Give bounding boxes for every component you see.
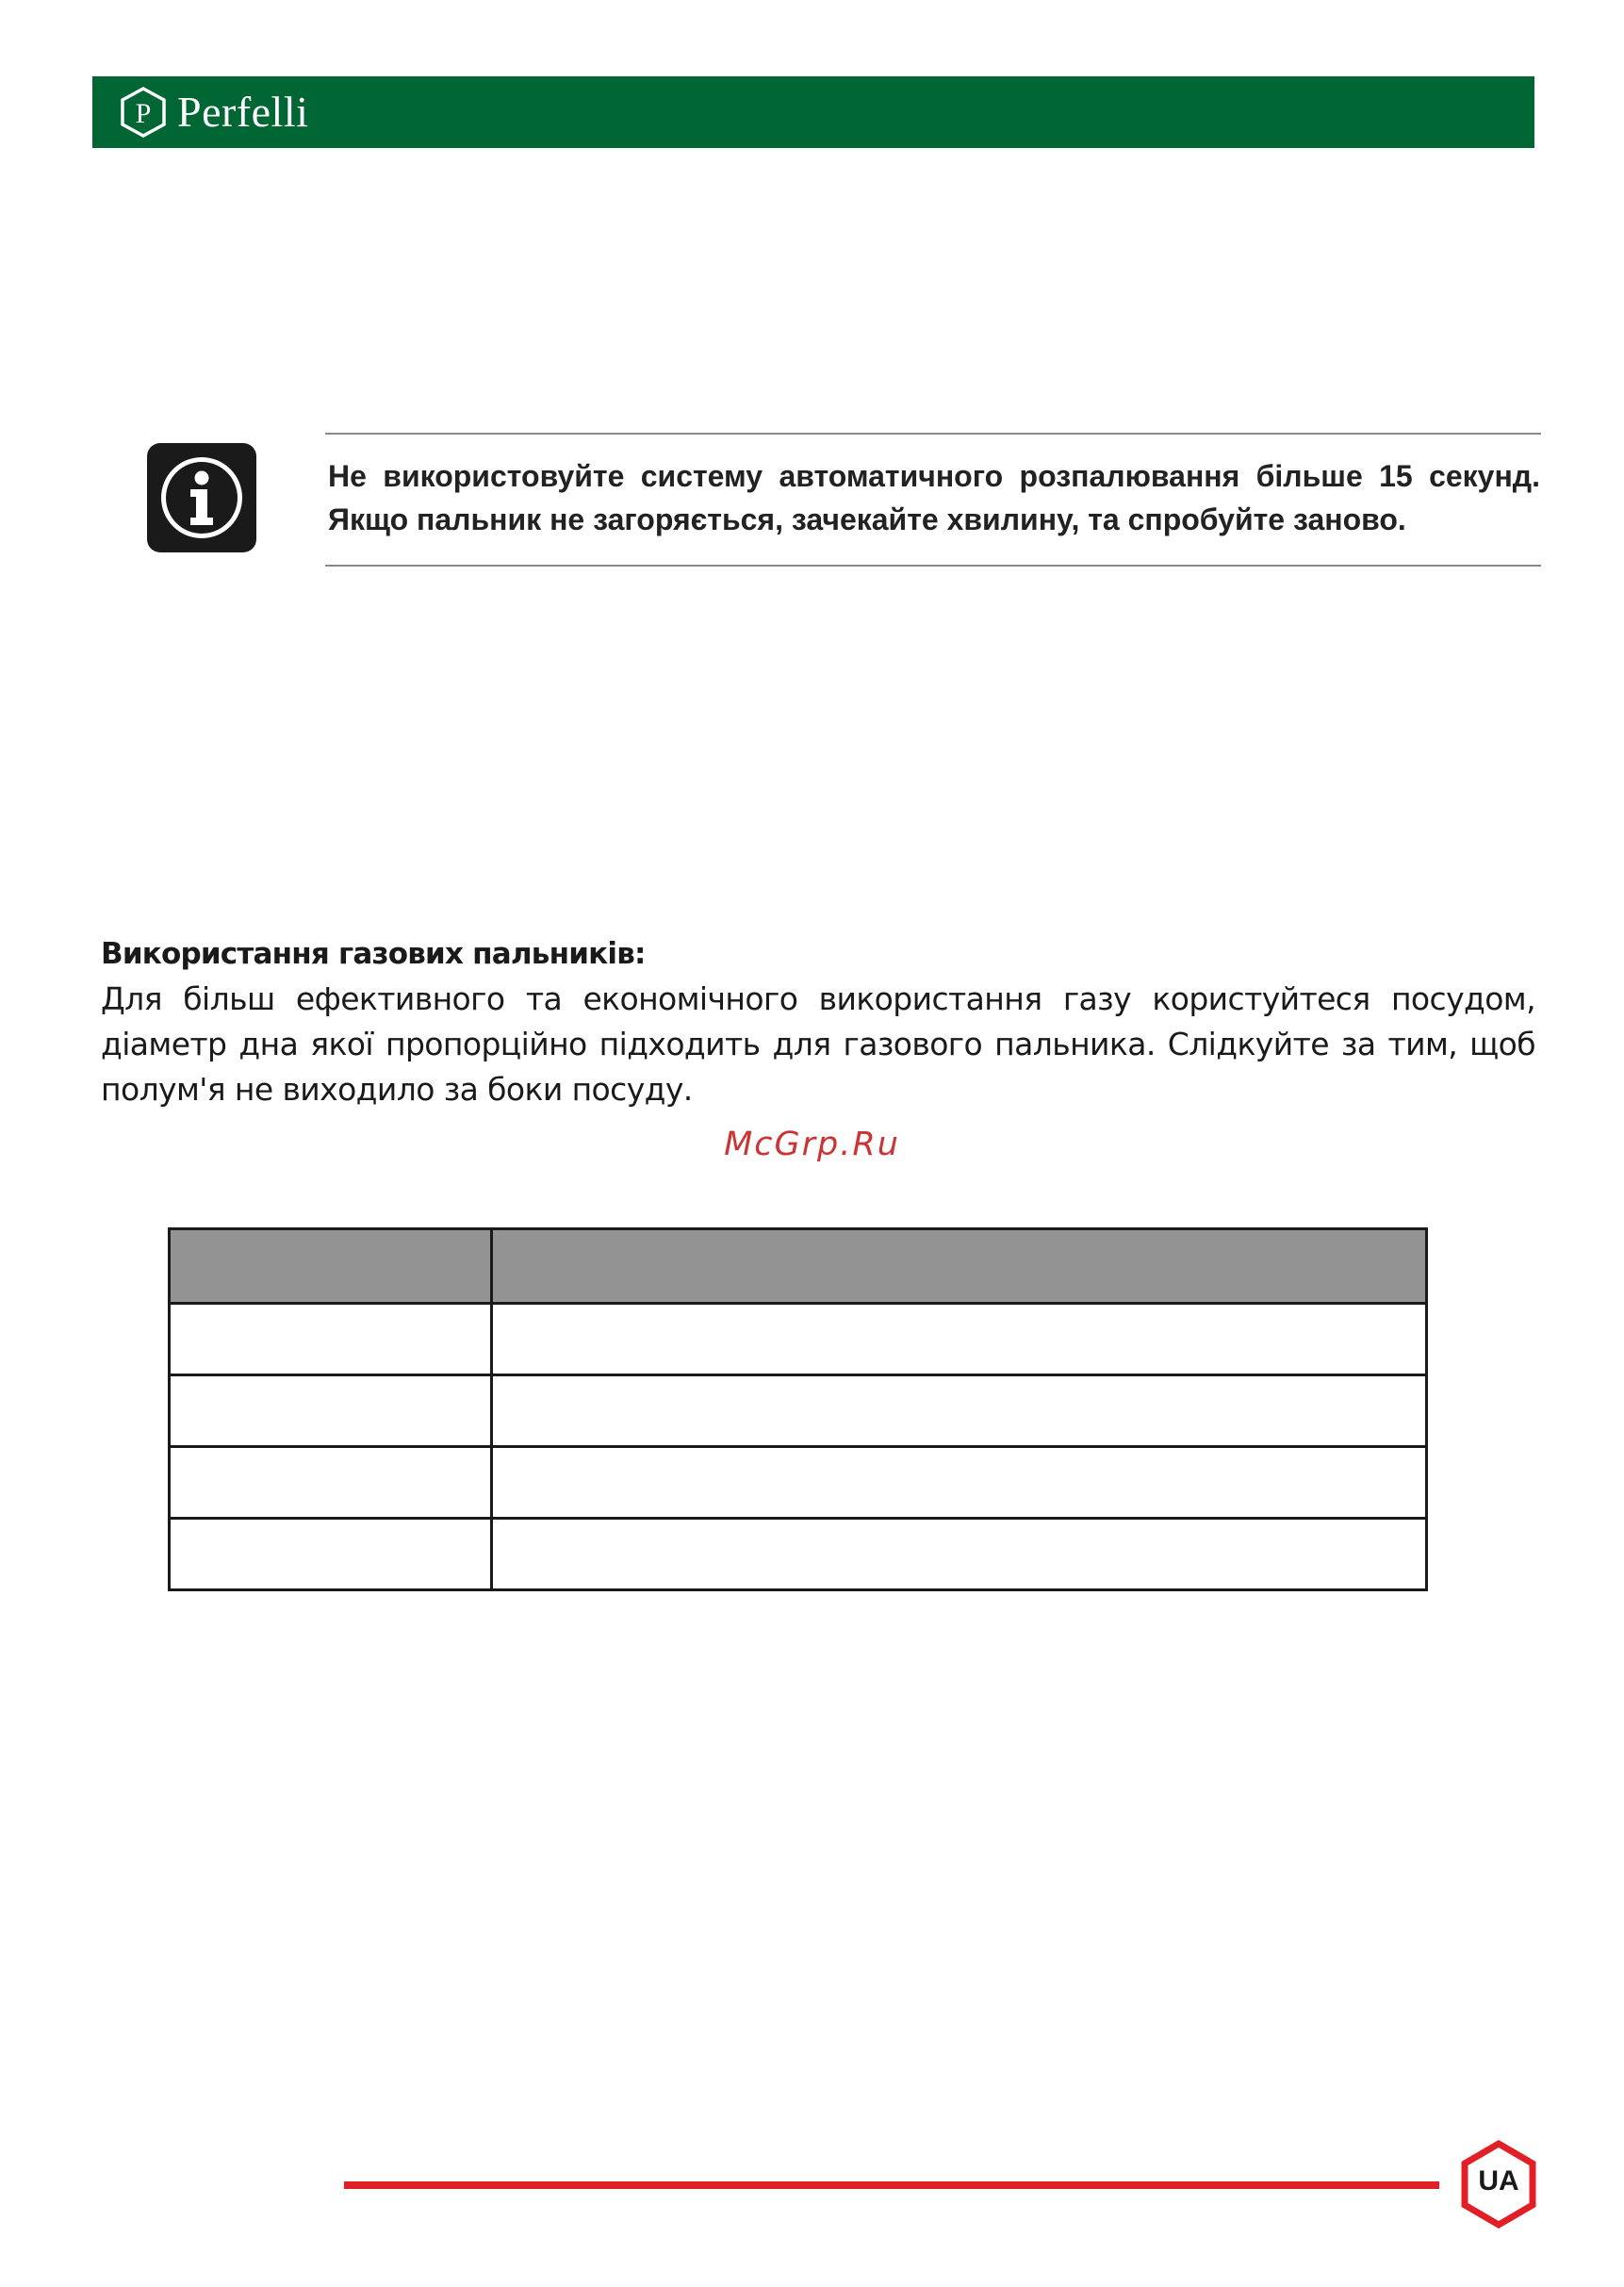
table-header-cell bbox=[492, 1229, 1427, 1304]
note-line-2: Якщо пальник не загоряється, зачекайте хвилину, та спробуйте заново. bbox=[328, 502, 1406, 536]
info-icon bbox=[147, 443, 256, 552]
table-header-row bbox=[170, 1229, 1427, 1304]
language-code: UA bbox=[1478, 2165, 1519, 2197]
watermark: McGrp.Ru bbox=[724, 1126, 900, 1163]
footer-accent-line bbox=[344, 2181, 1439, 2189]
burner-table bbox=[168, 1227, 1428, 1591]
header-bar bbox=[92, 76, 1534, 148]
perfelli-hex-logo-icon bbox=[119, 86, 168, 139]
note-divider-top bbox=[325, 433, 1541, 435]
section-body: Для більш ефективного та економічного використання газу користуйтеся посудом, діаметр дна якої пропорційно підходить для газового пальника. Слідкуйте за тим, щоб полум'я не виходило за боки посуду. bbox=[101, 980, 1535, 1108]
table-row bbox=[170, 1447, 1427, 1519]
table-header-cell bbox=[170, 1229, 492, 1304]
table-cell bbox=[492, 1375, 1427, 1447]
section-heading: Використання газових пальників: bbox=[101, 937, 646, 971]
table-row bbox=[170, 1304, 1427, 1375]
gas-burner-usage-section bbox=[101, 931, 1535, 1112]
table-cell bbox=[170, 1519, 492, 1590]
ignition-warning-note bbox=[328, 454, 1540, 541]
table-cell bbox=[492, 1447, 1427, 1519]
table-cell bbox=[170, 1375, 492, 1447]
table-cell bbox=[492, 1304, 1427, 1375]
note-divider-bottom bbox=[325, 565, 1541, 567]
table-row bbox=[170, 1519, 1427, 1590]
note-line-1: Не використовуйте систему автоматичного розпалювання більше 15 секунд. bbox=[328, 459, 1540, 493]
brand-logo bbox=[119, 86, 308, 139]
table-cell bbox=[492, 1519, 1427, 1590]
svg-text:P: P bbox=[135, 98, 152, 129]
table-cell bbox=[170, 1447, 492, 1519]
table-row bbox=[170, 1375, 1427, 1447]
table-cell bbox=[170, 1304, 492, 1375]
brand-name: Perfelli bbox=[177, 88, 309, 136]
